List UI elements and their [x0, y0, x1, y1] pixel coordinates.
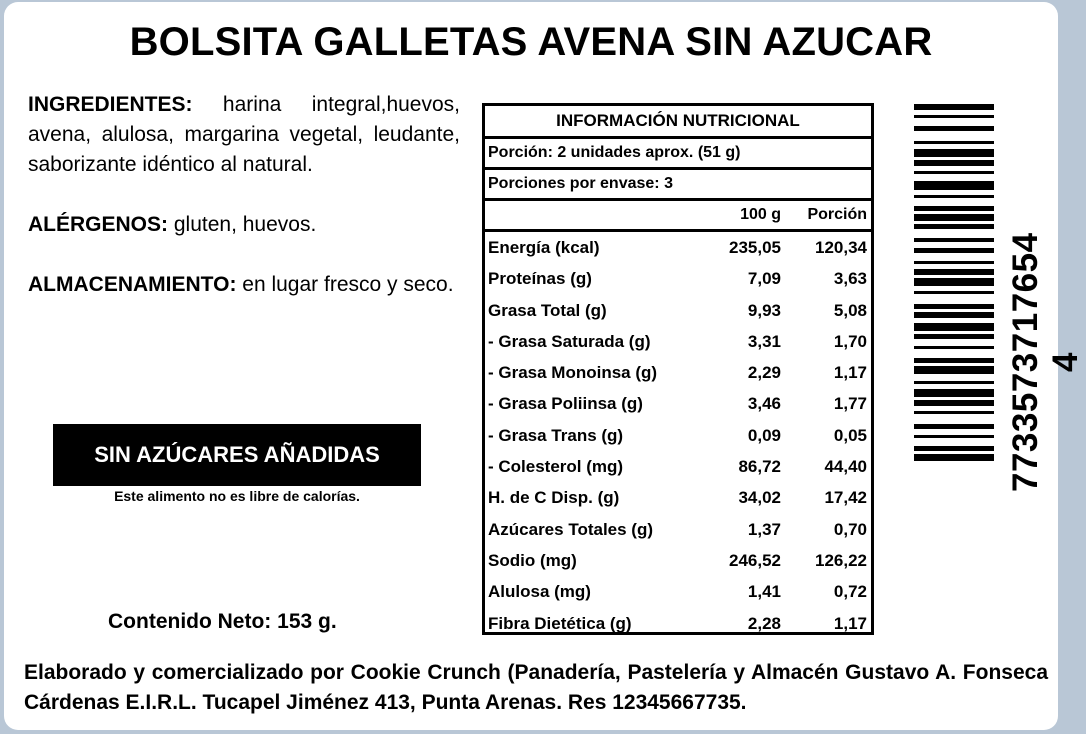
nutrition-row [485, 451, 871, 482]
nutrition-rows [485, 232, 871, 639]
barcode-bar [914, 312, 994, 318]
allergens-text: gluten, huevos. [168, 213, 317, 236]
nutrient-portion: 1,17 [833, 363, 867, 383]
nutrient-portion: 0,72 [833, 582, 867, 602]
nutrition-row [485, 232, 871, 263]
nutrition-table [482, 103, 874, 635]
nutrient-label: - Grasa Saturada (g) [488, 331, 651, 351]
ingredients-text: harina integral,huevos, avena, alulosa, margarina vegetal, leudante, saborizante idéntico al natural. [28, 93, 460, 176]
nutrient-label: Grasa Total (g) [488, 300, 607, 320]
nutrition-column-header [485, 201, 871, 232]
barcode-bar [914, 104, 994, 110]
nutrition-row [485, 388, 871, 419]
barcode-bar [914, 411, 994, 414]
nutrient-label: - Grasa Monoinsa (g) [488, 363, 658, 383]
nutrient-label: - Colesterol (mg) [488, 457, 624, 477]
barcode-bar [914, 291, 994, 294]
nutrient-portion: 3,63 [833, 269, 867, 289]
nutrition-row [485, 263, 871, 294]
barcode-bar [914, 126, 994, 131]
nutrient-label: Azúcares Totales (g) [488, 519, 654, 539]
product-info [28, 90, 460, 330]
barcode-bar [914, 358, 994, 363]
barcode-number: 7733573717654 4 [1006, 232, 1085, 492]
nutrient-label: Proteínas (g) [488, 269, 592, 289]
nutrient-label: Alulosa (mg) [488, 582, 591, 602]
nutrient-portion: 1,70 [833, 331, 867, 351]
nutrient-label: Energía (kcal) [488, 238, 600, 257]
nutrient-portion: 0,05 [833, 425, 867, 445]
nutrition-row [485, 576, 871, 607]
barcode-bar [914, 454, 994, 460]
column-100g: 100 g [740, 206, 781, 223]
nutrient-per100: 3,31 [747, 331, 781, 351]
barcode-bar [914, 334, 994, 339]
ingredients-paragraph [28, 90, 460, 180]
barcode-bar [914, 304, 994, 309]
nutrition-title: INFORMACIÓN NUTRICIONAL [485, 106, 871, 139]
nutrient-per100: 0,09 [747, 425, 781, 445]
nutrient-portion: 120,34 [815, 238, 867, 257]
allergens-label: ALÉRGENOS: [28, 213, 169, 236]
barcode-bar [914, 346, 994, 349]
nutrient-per100: 3,46 [747, 394, 781, 414]
nutrient-per100: 2,28 [747, 613, 781, 633]
nutrient-per100: 9,93 [747, 300, 781, 320]
barcode-bar [914, 181, 994, 191]
nutrient-portion: 126,22 [815, 550, 867, 570]
barcode-bar [914, 224, 994, 229]
barcode-bar [914, 446, 994, 451]
nutrient-per100: 7,09 [747, 269, 781, 289]
manufacturer-footer: Elaborado y comercializado por Cookie Crunch (Panadería, Pastelería y Almacén Gustavo A. Fonseca Cárdenas E.I.R.L. Tucapel Jiménez 413, Punta Arenas. Res 12345667735. [24, 661, 1048, 714]
nutrition-row [485, 608, 871, 639]
nutrient-per100: 1,41 [747, 582, 781, 602]
nutrient-per100: 1,37 [747, 519, 781, 539]
nutrient-portion: 17,42 [824, 488, 867, 508]
nutrition-row [485, 482, 871, 513]
nutrition-row [485, 295, 871, 326]
net-content: Contenido Neto: 153 g. [108, 610, 337, 633]
nutrient-portion: 5,08 [833, 300, 867, 320]
product-title: BOLSITA GALLETAS AVENA SIN AZUCAR [129, 20, 933, 64]
storage-paragraph [28, 270, 460, 300]
servings-per-pack: Porciones por envase: 3 [485, 170, 871, 201]
storage-text: en lugar fresco y seco. [236, 273, 454, 296]
barcode-bar [914, 248, 994, 253]
nutrient-per100: 86,72 [738, 457, 781, 477]
ingredients-label: INGREDIENTES: [28, 93, 193, 116]
barcode-bar [914, 115, 994, 118]
nutrient-per100: 246,52 [729, 550, 781, 570]
storage-label: ALMACENAMIENTO: [28, 273, 237, 296]
barcode-bar [914, 149, 994, 157]
barcode-bar [914, 366, 994, 374]
nutrition-row [485, 514, 871, 545]
nutrient-label: H. de C Disp. (g) [488, 488, 620, 508]
nutrient-per100: 2,29 [747, 363, 781, 383]
barcode-icon [914, 104, 994, 618]
nutrient-per100: 235,05 [729, 238, 781, 257]
barcode-bar [914, 323, 994, 331]
barcode-bar [914, 269, 994, 275]
barcode-bar [914, 435, 994, 438]
nutrient-per100: 34,02 [738, 488, 781, 508]
barcode-bar [914, 195, 994, 198]
serving-size: Porción: 2 unidades aprox. (51 g) [485, 139, 871, 170]
nutrient-label: - Grasa Poliinsa (g) [488, 394, 643, 414]
nutrient-label: Sodio (mg) [488, 550, 577, 570]
barcode-bar [914, 141, 994, 144]
barcode-bar [914, 160, 994, 166]
calorie-note: Este alimento no es libre de calorías. [114, 488, 360, 504]
column-label-spacer [485, 201, 695, 229]
no-sugar-badge: SIN AZÚCARES AÑADIDAS [53, 424, 421, 486]
nutrient-label: Fibra Dietética (g) [488, 613, 632, 633]
allergens-paragraph [28, 210, 460, 240]
nutrition-row [485, 326, 871, 357]
barcode-bar [914, 171, 994, 174]
barcode-bar [914, 214, 994, 220]
nutrition-row [485, 420, 871, 451]
barcode-bar [914, 238, 994, 241]
barcode-bar [914, 278, 994, 286]
nutrient-label: - Grasa Trans (g) [488, 425, 624, 445]
nutrition-row [485, 545, 871, 576]
nutrient-portion: 0,70 [833, 519, 867, 539]
nutrient-portion: 44,40 [824, 457, 867, 477]
nutrition-row [485, 357, 871, 388]
barcode-bar [914, 261, 994, 264]
barcode-bar [914, 381, 994, 384]
nutrient-portion: 1,77 [833, 394, 867, 414]
barcode-bar [914, 389, 994, 397]
barcode-bar [914, 400, 994, 406]
barcode-bar [914, 206, 994, 211]
barcode-bar [914, 424, 994, 429]
column-portion: Porción [807, 206, 867, 223]
nutrient-portion: 1,17 [833, 613, 867, 633]
